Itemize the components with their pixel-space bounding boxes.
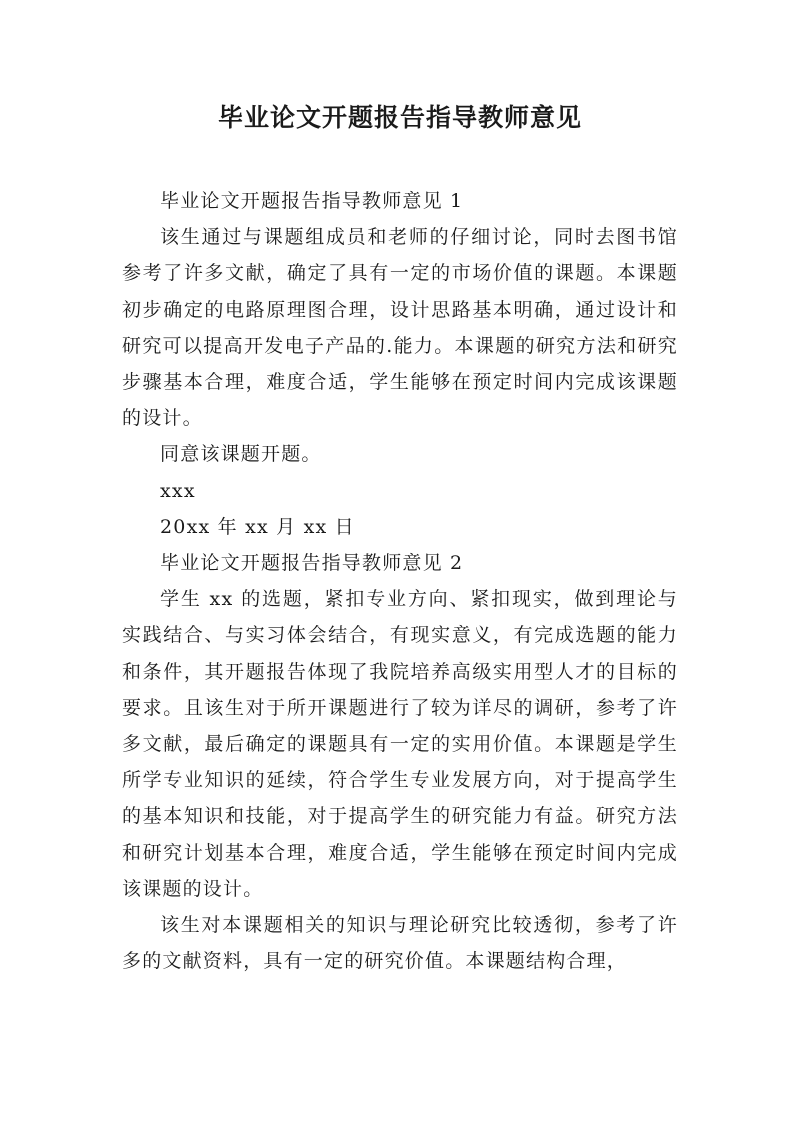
document-body	[122, 183, 678, 979]
section-heading-2: 毕业论文开题报告指导教师意见 2	[160, 552, 464, 575]
signature-name: xxx	[160, 479, 196, 502]
opinion-paragraph-2: 学生 xx 的选题，紧扣专业方向、紧扣现实，做到理论与实践结合、与实习体会结合，有现实意义，有完成选题的能力和条件，其开题报告体现了我院培养高级实用型人才的目标的要求。且该生对于所开课题进行了较为详尽的调研，参考了许多文献，最后确定的课题具有一定的实用价值。本课题是学生所学专业知识的延续，符合学生专业发展方向，对于提高学生的基本知识和技能，对于提高学生的研究能力有益。研究方法和研究计划基本合理，难度合适，学生能够在预定时间内完成该课题的设计。	[122, 588, 678, 900]
opinion-paragraph-1: 该生通过与课题组成员和老师的仔细讨论，同时去图书馆参考了许多文献，确定了具有一定的市场价值的课题。本课题初步确定的电路原理图合理，设计思路基本明确，通过设计和研究可以提高开发电子产品的.能力。本课题的研究方法和研究步骤基本合理，难度合适，学生能够在预定时间内完成该课题的设计。	[122, 226, 678, 430]
document-title: 毕业论文开题报告指导教师意见	[217, 103, 582, 132]
signature-date: 20xx 年 xx 月 xx 日	[160, 515, 355, 538]
section-heading-1: 毕业论文开题报告指导教师意见 1	[160, 190, 464, 212]
opinion-paragraph-3: 该生对本课题相关的知识与理论研究比较透彻，参考了许多的文献资料，具有一定的研究价值。本课题结构合理，	[122, 914, 678, 973]
approval-statement: 同意该课题开题。	[160, 443, 322, 466]
